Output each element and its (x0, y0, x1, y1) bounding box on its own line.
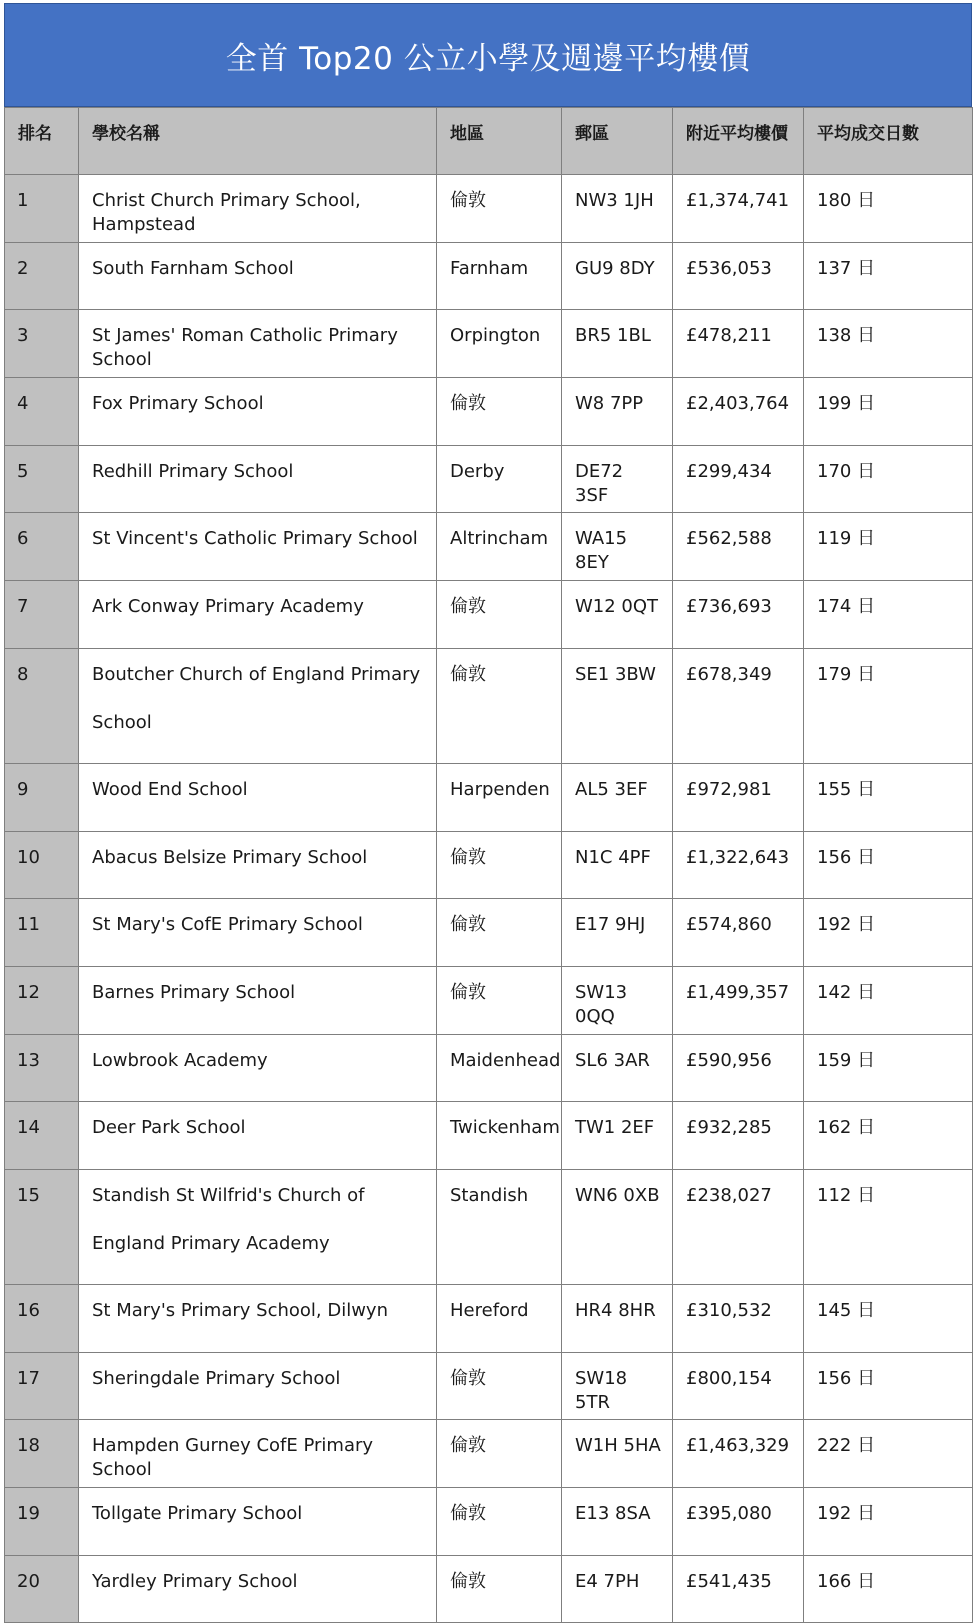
cell-price: £2,403,764 (673, 378, 804, 446)
cell-area: 倫敦 (437, 378, 562, 446)
cell-area: 倫敦 (437, 1488, 562, 1556)
cell-days: 166 日 (804, 1555, 973, 1623)
table-body (5, 175, 973, 1623)
table-row (5, 310, 973, 378)
cell-postcode: WN6 0XB (562, 1169, 673, 1284)
cell-school: South Farnham School (79, 242, 437, 310)
cell-school: St James' Roman Catholic Primary School (79, 310, 437, 378)
cell-price: £299,434 (673, 445, 804, 513)
cell-postcode: HR4 8HR (562, 1284, 673, 1352)
cell-school: Tollgate Primary School (79, 1488, 437, 1556)
table-row (5, 242, 973, 310)
table-row (5, 378, 973, 446)
cell-price: £800,154 (673, 1352, 804, 1420)
cell-area: 倫敦 (437, 581, 562, 649)
cell-area: 倫敦 (437, 1352, 562, 1420)
cell-price: £478,211 (673, 310, 804, 378)
cell-school: Deer Park School (79, 1102, 437, 1170)
table-row (5, 966, 973, 1034)
cell-school: Redhill Primary School (79, 445, 437, 513)
school-price-table (4, 107, 973, 1623)
cell-rank: 1 (5, 175, 79, 243)
cell-rank: 2 (5, 242, 79, 310)
cell-school: St Mary's CofE Primary School (79, 899, 437, 967)
cell-school: Sheringdale Primary School (79, 1352, 437, 1420)
table-row (5, 1034, 973, 1102)
cell-area: Twickenham (437, 1102, 562, 1170)
header-row (5, 108, 973, 175)
cell-rank: 8 (5, 648, 79, 763)
cell-price: £932,285 (673, 1102, 804, 1170)
table-row (5, 1420, 973, 1488)
cell-rank: 14 (5, 1102, 79, 1170)
cell-postcode: AL5 3EF (562, 763, 673, 831)
cell-area: 倫敦 (437, 899, 562, 967)
cell-area: 倫敦 (437, 175, 562, 243)
cell-price: £238,027 (673, 1169, 804, 1284)
cell-rank: 7 (5, 581, 79, 649)
cell-rank: 17 (5, 1352, 79, 1420)
cell-days: 138 日 (804, 310, 973, 378)
cell-postcode: DE72 3SF (562, 445, 673, 513)
cell-area: Altrincham (437, 513, 562, 581)
cell-days: 112 日 (804, 1169, 973, 1284)
cell-days: 155 日 (804, 763, 973, 831)
cell-postcode: BR5 1BL (562, 310, 673, 378)
cell-rank: 6 (5, 513, 79, 581)
table-row (5, 1352, 973, 1420)
header-rank: 排名 (5, 108, 79, 175)
cell-price: £562,588 (673, 513, 804, 581)
header-avg-days: 平均成交日數 (804, 108, 973, 175)
table-row (5, 899, 973, 967)
cell-school: Standish St Wilfrid's Church of England Primary Academy (79, 1169, 437, 1284)
cell-area: Farnham (437, 242, 562, 310)
cell-school: Yardley Primary School (79, 1555, 437, 1623)
cell-postcode: WA15 8EY (562, 513, 673, 581)
table-row (5, 1102, 973, 1170)
cell-postcode: E4 7PH (562, 1555, 673, 1623)
cell-postcode: W1H 5HA (562, 1420, 673, 1488)
cell-area: Hereford (437, 1284, 562, 1352)
cell-price: £972,981 (673, 763, 804, 831)
cell-days: 156 日 (804, 1352, 973, 1420)
cell-days: 159 日 (804, 1034, 973, 1102)
cell-rank: 3 (5, 310, 79, 378)
cell-area: Harpenden (437, 763, 562, 831)
cell-price: £541,435 (673, 1555, 804, 1623)
cell-rank: 4 (5, 378, 79, 446)
cell-days: 145 日 (804, 1284, 973, 1352)
cell-price: £1,374,741 (673, 175, 804, 243)
cell-school: Hampden Gurney CofE Primary School (79, 1420, 437, 1488)
cell-rank: 20 (5, 1555, 79, 1623)
cell-rank: 19 (5, 1488, 79, 1556)
cell-area: Maidenhead (437, 1034, 562, 1102)
cell-area: 倫敦 (437, 831, 562, 899)
cell-days: 156 日 (804, 831, 973, 899)
cell-postcode: SE1 3BW (562, 648, 673, 763)
cell-price: £678,349 (673, 648, 804, 763)
cell-rank: 15 (5, 1169, 79, 1284)
cell-rank: 10 (5, 831, 79, 899)
table-row (5, 513, 973, 581)
table-row (5, 1169, 973, 1284)
cell-days: 222 日 (804, 1420, 973, 1488)
cell-postcode: SL6 3AR (562, 1034, 673, 1102)
cell-rank: 5 (5, 445, 79, 513)
cell-days: 199 日 (804, 378, 973, 446)
table-row (5, 831, 973, 899)
cell-school: Fox Primary School (79, 378, 437, 446)
cell-postcode: TW1 2EF (562, 1102, 673, 1170)
cell-days: 162 日 (804, 1102, 973, 1170)
cell-rank: 12 (5, 966, 79, 1034)
cell-rank: 16 (5, 1284, 79, 1352)
cell-postcode: N1C 4PF (562, 831, 673, 899)
cell-school: Boutcher Church of England Primary School (79, 648, 437, 763)
header-area: 地區 (437, 108, 562, 175)
cell-area: 倫敦 (437, 648, 562, 763)
table-header (5, 108, 973, 175)
cell-price: £1,322,643 (673, 831, 804, 899)
cell-school: St Vincent's Catholic Primary School (79, 513, 437, 581)
cell-rank: 11 (5, 899, 79, 967)
cell-area: Derby (437, 445, 562, 513)
cell-postcode: W12 0QT (562, 581, 673, 649)
table-title: 全首 Top20 公立小學及週邊平均樓價 (4, 3, 972, 107)
header-postcode: 郵區 (562, 108, 673, 175)
cell-postcode: W8 7PP (562, 378, 673, 446)
cell-area: Orpington (437, 310, 562, 378)
cell-price: £590,956 (673, 1034, 804, 1102)
cell-days: 179 日 (804, 648, 973, 763)
cell-rank: 9 (5, 763, 79, 831)
cell-days: 192 日 (804, 1488, 973, 1556)
cell-price: £736,693 (673, 581, 804, 649)
cell-school: Lowbrook Academy (79, 1034, 437, 1102)
cell-rank: 18 (5, 1420, 79, 1488)
cell-area: 倫敦 (437, 1420, 562, 1488)
cell-school: St Mary's Primary School, Dilwyn (79, 1284, 437, 1352)
cell-days: 137 日 (804, 242, 973, 310)
cell-school: Barnes Primary School (79, 966, 437, 1034)
table-row (5, 445, 973, 513)
table-row (5, 175, 973, 243)
cell-school: Ark Conway Primary Academy (79, 581, 437, 649)
cell-postcode: SW13 0QQ (562, 966, 673, 1034)
cell-price: £395,080 (673, 1488, 804, 1556)
table-row (5, 1555, 973, 1623)
cell-price: £1,499,357 (673, 966, 804, 1034)
cell-area: 倫敦 (437, 1555, 562, 1623)
cell-days: 180 日 (804, 175, 973, 243)
table-row (5, 1488, 973, 1556)
table-row (5, 763, 973, 831)
cell-postcode: GU9 8DY (562, 242, 673, 310)
cell-school: Abacus Belsize Primary School (79, 831, 437, 899)
table-row (5, 581, 973, 649)
cell-area: 倫敦 (437, 966, 562, 1034)
cell-postcode: E17 9HJ (562, 899, 673, 967)
cell-postcode: E13 8SA (562, 1488, 673, 1556)
cell-price: £310,532 (673, 1284, 804, 1352)
cell-postcode: NW3 1JH (562, 175, 673, 243)
cell-price: £574,860 (673, 899, 804, 967)
cell-rank: 13 (5, 1034, 79, 1102)
cell-days: 170 日 (804, 445, 973, 513)
cell-days: 142 日 (804, 966, 973, 1034)
cell-price: £536,053 (673, 242, 804, 310)
table-row (5, 1284, 973, 1352)
cell-postcode: SW18 5TR (562, 1352, 673, 1420)
table-row (5, 648, 973, 763)
cell-days: 119 日 (804, 513, 973, 581)
cell-area: Standish (437, 1169, 562, 1284)
cell-days: 174 日 (804, 581, 973, 649)
cell-price: £1,463,329 (673, 1420, 804, 1488)
cell-days: 192 日 (804, 899, 973, 967)
cell-school: Christ Church Primary School, Hampstead (79, 175, 437, 243)
header-avg-price: 附近平均樓價 (673, 108, 804, 175)
cell-school: Wood End School (79, 763, 437, 831)
header-school: 學校名稱 (79, 108, 437, 175)
